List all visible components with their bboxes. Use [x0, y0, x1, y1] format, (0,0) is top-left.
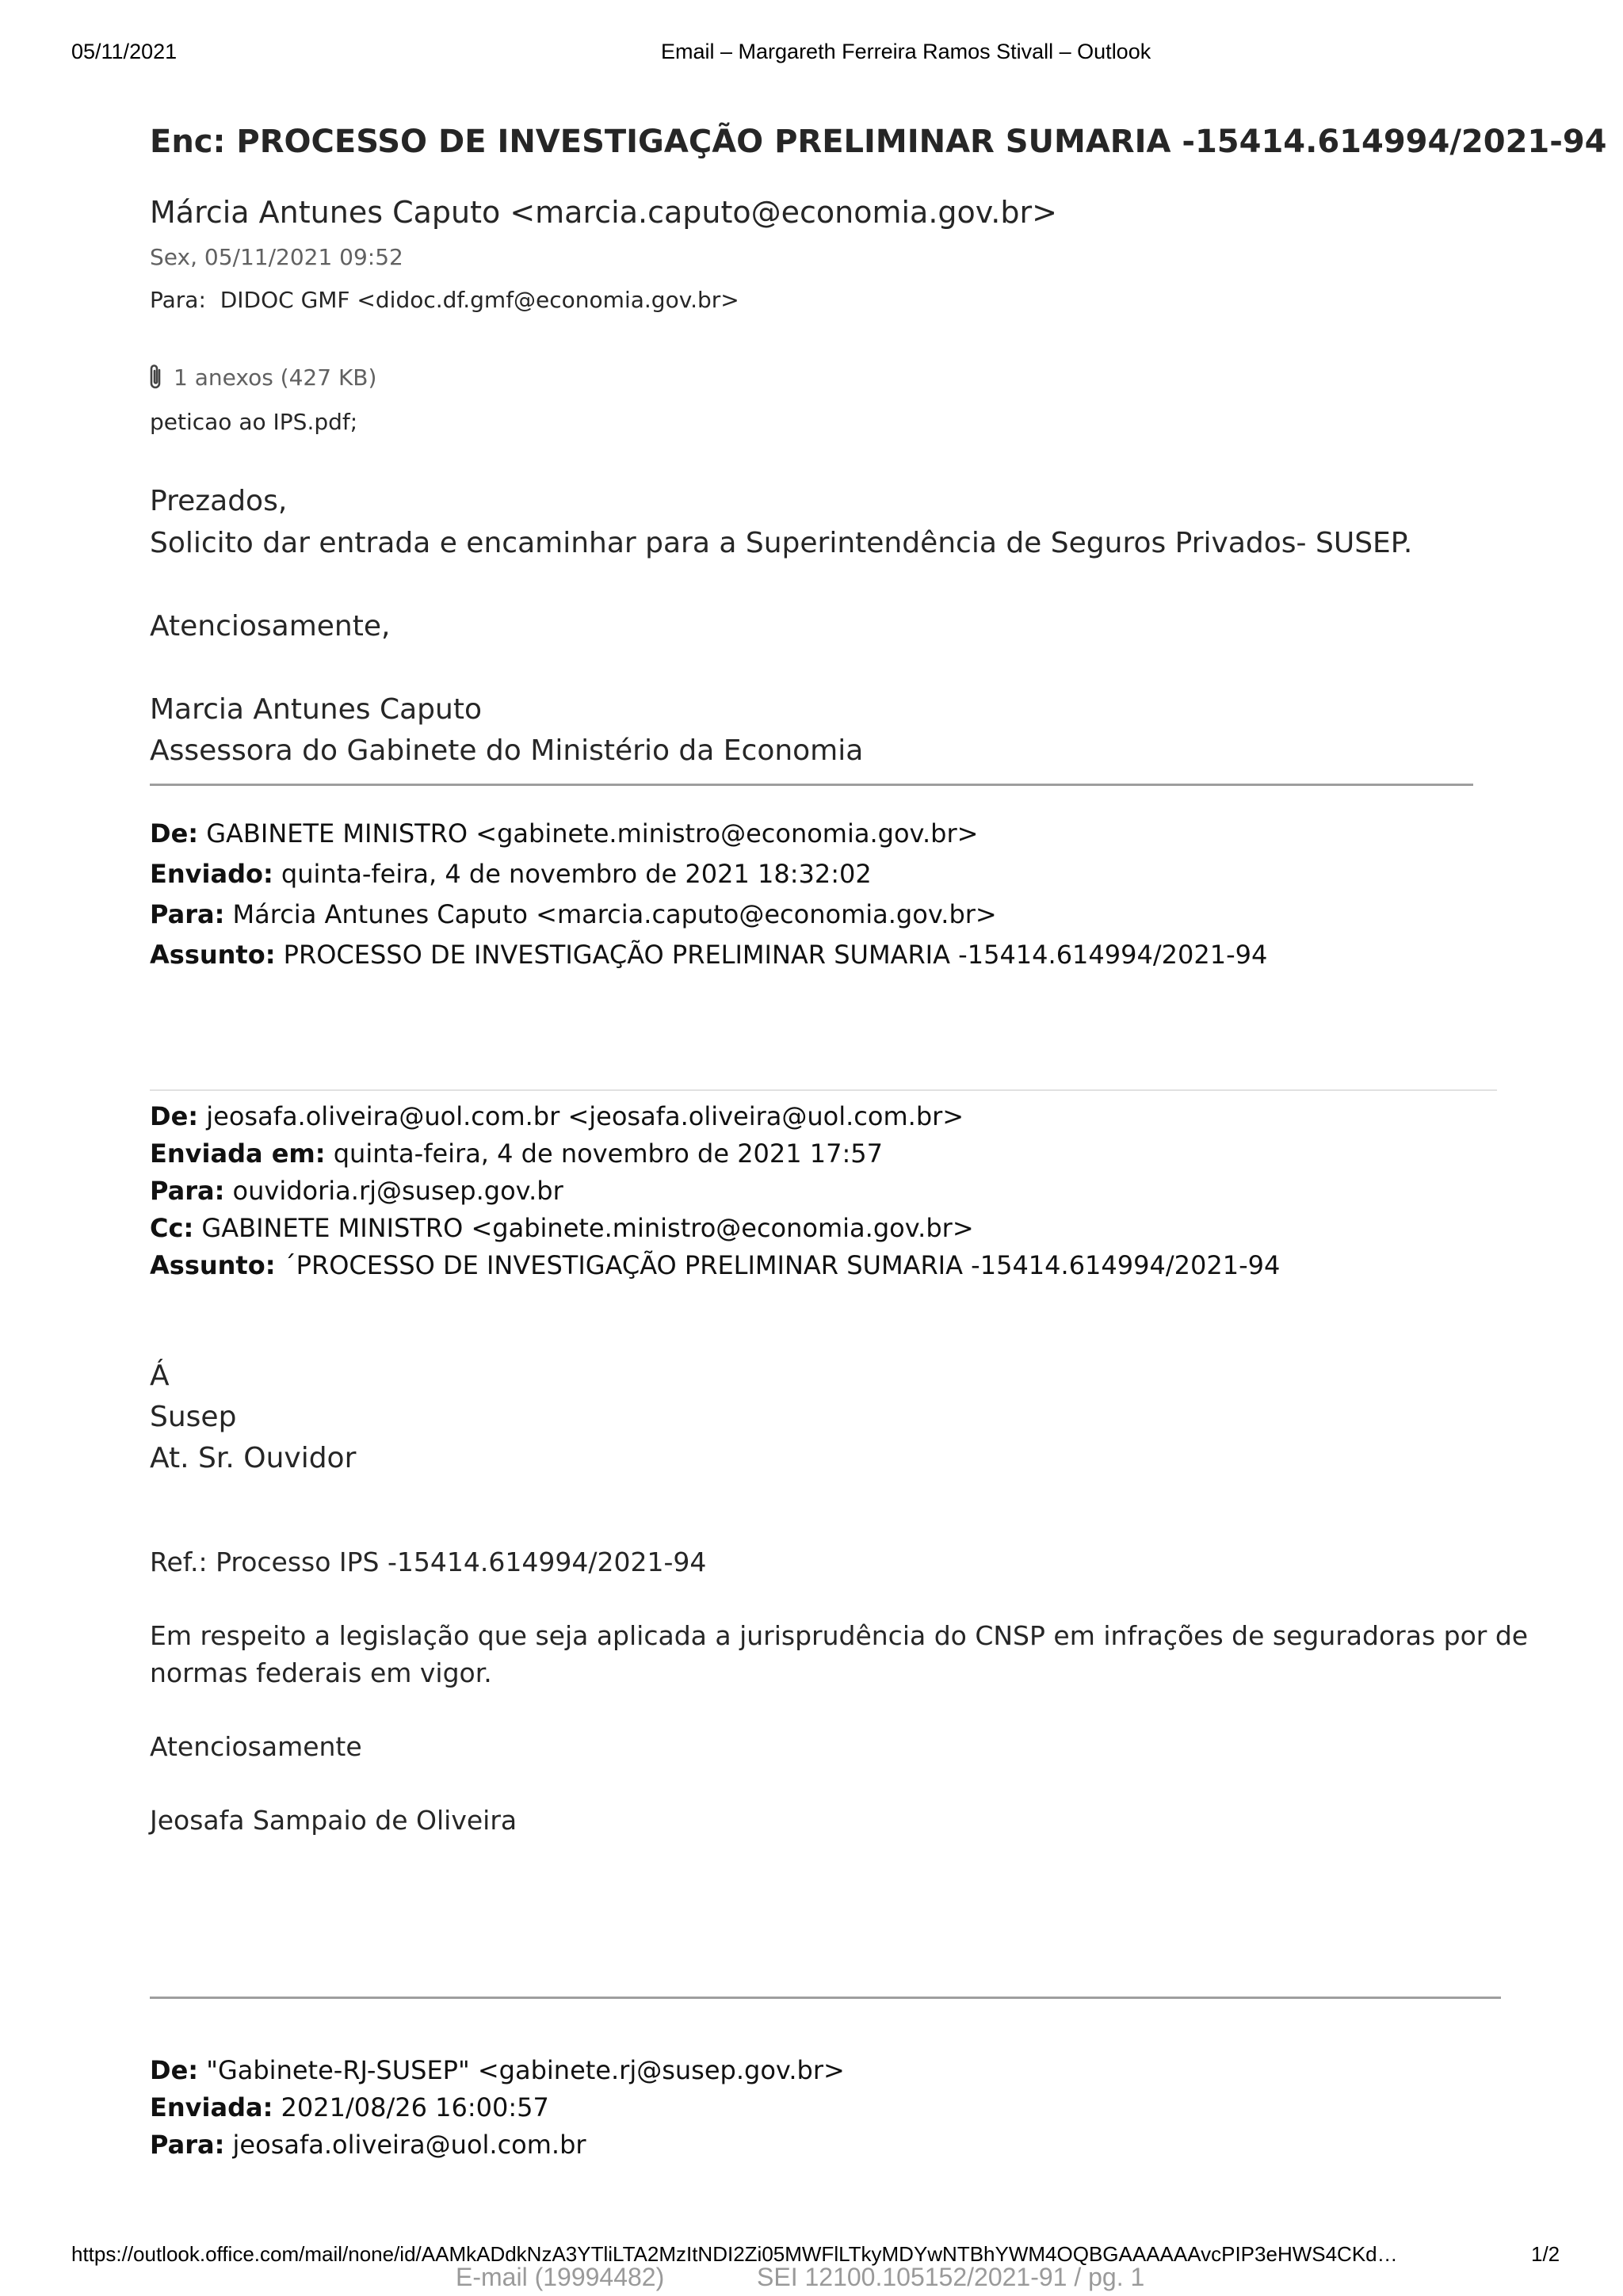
- fwd2-addr3: At. Sr. Ouvidor: [150, 1442, 357, 1474]
- sei-stamp-left: E-mail (19994482): [456, 2263, 665, 2291]
- fwd1-from: De: GABINETE MINISTRO <gabinete.ministro@economia.gov.br>: [150, 818, 979, 849]
- fwd3-to: Para: jeosafa.oliveira@uol.com.br: [150, 2130, 586, 2160]
- print-date: 05/11/2021: [71, 40, 178, 63]
- fwd2-signature: Jeosafa Sampaio de Oliveira: [150, 1805, 517, 1836]
- fwd2-cc: Cc: GABINETE MINISTRO <gabinete.ministro@economia.gov.br>: [150, 1213, 974, 1243]
- fwd2-sent: Enviada em: quinta-feira, 4 de novembro de 2021 17:57: [150, 1138, 884, 1169]
- fwd2-para1: Em respeito a legislação que seja aplicada a jurisprudência do CNSP em infrações de seguradoras por de: [150, 1620, 1529, 1651]
- print-title: Email – Margareth Ferreira Ramos Stivall – Outlook: [661, 40, 1151, 63]
- body-closing: Atenciosamente,: [150, 610, 391, 643]
- divider: [150, 784, 1473, 786]
- fwd3-from: De: "Gabinete-RJ-SUSEP" <gabinete.rj@susep.gov.br>: [150, 2055, 845, 2085]
- fwd2-para2: normas federais em vigor.: [150, 1657, 492, 1688]
- attachment-file[interactable]: peticao ao IPS.pdf;: [150, 409, 358, 435]
- signature-name: Marcia Antunes Caputo: [150, 693, 482, 726]
- body-greeting: Prezados,: [150, 485, 288, 517]
- message-subject: Enc: PROCESSO DE INVESTIGAÇÃO PRELIMINAR SUMARIA -15414.614994/2021-94: [150, 124, 1607, 160]
- sei-stamp-right: SEI 12100.105152/2021-91 / pg. 1: [757, 2263, 1145, 2291]
- attachments-count: 1 anexos (427 KB): [174, 364, 377, 391]
- fwd2-addr1: Á: [150, 1360, 170, 1392]
- fwd2-from: De: jeosafa.oliveira@uol.com.br <jeosafa.oliveira@uol.com.br>: [150, 1101, 964, 1131]
- to-label: Para:: [150, 287, 206, 313]
- fwd3-sent: Enviada: 2021/08/26 16:00:57: [150, 2092, 549, 2122]
- fwd2-addr2: Susep: [150, 1401, 237, 1433]
- message-sender[interactable]: Márcia Antunes Caputo <marcia.caputo@economia.gov.br>: [150, 195, 1057, 230]
- divider: [150, 1997, 1501, 1999]
- divider: [150, 1089, 1497, 1091]
- print-url: https://outlook.office.com/mail/none/id/AAMkADdkNzA3YTliLTA2MzItNDI2Zi05MWFlLTkyMDYwNTBhYWM4OQBGAAAAAAvcPIP3eHWS4CKd…: [71, 2242, 1398, 2266]
- paperclip-icon: [147, 363, 164, 391]
- attachments-summary[interactable]: [147, 363, 376, 391]
- fwd2-subject: Assunto: ´PROCESSO DE INVESTIGAÇÃO PRELIMINAR SUMARIA -15414.614994/2021-94: [150, 1250, 1281, 1280]
- fwd2-ref: Ref.: Processo IPS -15414.614994/2021-94: [150, 1547, 707, 1577]
- message-recipients: [150, 287, 739, 313]
- fwd1-subject: Assunto: PROCESSO DE INVESTIGAÇÃO PRELIMINAR SUMARIA -15414.614994/2021-94: [150, 940, 1268, 970]
- fwd2-closing: Atenciosamente: [150, 1731, 362, 1762]
- to-value[interactable]: DIDOC GMF <didoc.df.gmf@economia.gov.br>: [220, 287, 739, 313]
- body-line1: Solicito dar entrada e encaminhar para a Superintendência de Seguros Privados- SUSEP.: [150, 527, 1413, 559]
- fwd1-sent: Enviado: quinta-feira, 4 de novembro de 2021 18:32:02: [150, 859, 872, 889]
- fwd2-to: Para: ouvidoria.rj@susep.gov.br: [150, 1176, 563, 1206]
- fwd1-to: Para: Márcia Antunes Caputo <marcia.caputo@economia.gov.br>: [150, 899, 997, 929]
- print-page-number: 1/2: [1531, 2242, 1560, 2266]
- signature-title: Assessora do Gabinete do Ministério da Economia: [150, 734, 864, 767]
- message-date: Sex, 05/11/2021 09:52: [150, 244, 403, 270]
